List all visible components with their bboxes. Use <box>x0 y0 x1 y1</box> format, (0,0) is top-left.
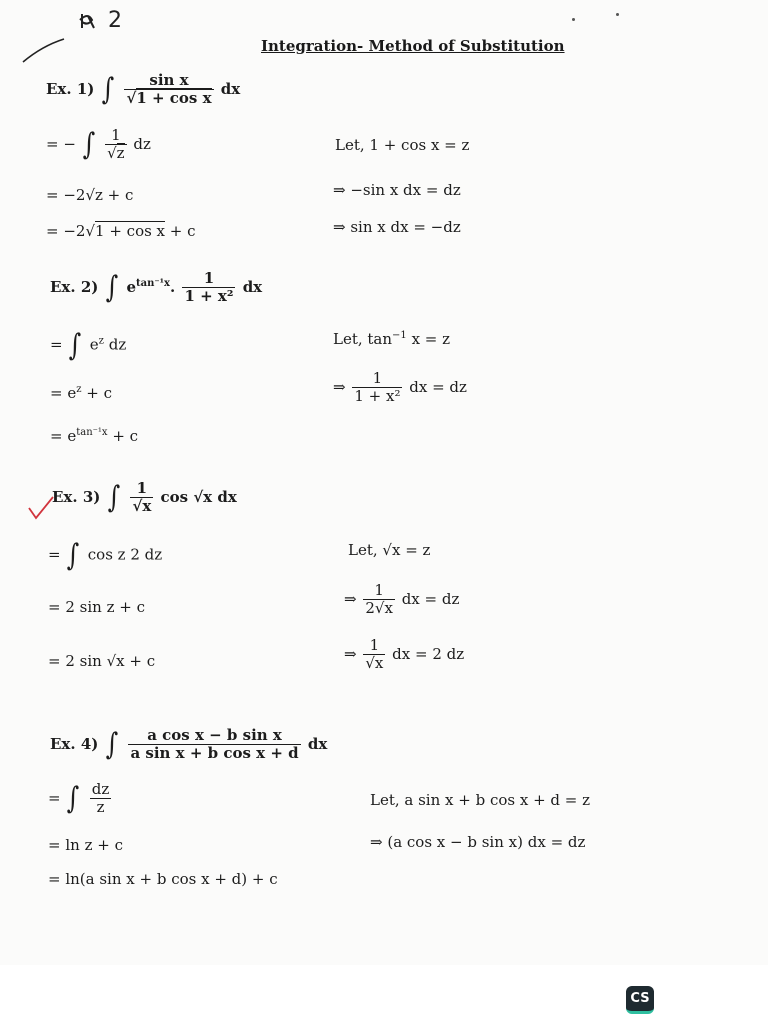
ex4-step-1: = ∫ $\frac{dz}{z}$ <box>48 780 110 817</box>
ex1-note-1: Let, 1 + cos x = z <box>335 136 470 154</box>
ex1-fraction <box>124 72 213 108</box>
ex4-step1-fraction: $\frac{dz}{z}$ <box>91 780 110 817</box>
ex1-problem <box>46 72 240 108</box>
speck <box>572 18 575 21</box>
integral-sign: ∫ <box>66 538 80 573</box>
integral-sign: ∫ <box>68 328 82 363</box>
handwritten-check-line <box>20 36 68 66</box>
ex1-denominator: √1 + cos x <box>126 89 212 108</box>
handwritten-page-number: 2 <box>108 8 122 33</box>
ex2-note-2: ⇒ $\frac{1}{\text{1 + x²}}$ dx = dz <box>333 369 467 406</box>
integral-sign: ∫ <box>66 781 80 817</box>
speck <box>616 13 619 16</box>
ex1-step-1: = − ∫ $\frac{1}{√z}$ dz <box>46 126 151 163</box>
ex2-fraction: $\frac{1}{\text{1 + x²}}$ <box>184 269 234 306</box>
page-title: Integration- Method of Substitution <box>261 37 565 55</box>
ex1-note-2: ⇒ −sin x dx = dz <box>333 181 461 199</box>
handwritten-scribble <box>78 10 98 32</box>
camscanner-logo: CS <box>626 986 654 1014</box>
ex3-fraction: $\frac{1}{√x}$ <box>132 479 152 516</box>
ex1-note-3: ⇒ sin x dx = −dz <box>333 218 461 236</box>
ex3-step-1: = ∫ cos z 2 dz <box>48 538 163 573</box>
ex4-note-2: ⇒ (a cos x − b sin x) dx = dz <box>370 833 586 851</box>
ex2-problem: Ex. 2) ∫ $e^{tan^{-1}x}$. $\frac{1}{\text{1 + x²}}$ dx <box>50 269 263 306</box>
ex1-numerator: sin x <box>149 71 189 89</box>
ex2-note-fraction: $\frac{1}{\text{1 + x²}}$ <box>354 369 401 406</box>
ex4-fraction: $\frac{\text{a cos x − b sin x}}{\text{a sin x + b cos x + d}}$ <box>130 726 299 763</box>
integral-sign: ∫ <box>101 72 114 108</box>
ex1-dx: dx <box>220 79 241 98</box>
ex3-step-3: = 2 sin √x + c <box>48 652 156 670</box>
ex1-step-2: = −2√z + c <box>46 186 134 204</box>
integral-sign: ∫ <box>82 127 95 163</box>
ex4-note-1: Let, a sin x + b cos x + d = z <box>370 791 591 809</box>
ex1-step-3: = −2√1 + cos x + c <box>46 222 196 240</box>
ex2-step-3: = $e^{tan^{-1}x} + c$ <box>50 427 139 445</box>
integral-sign: ∫ <box>105 727 118 763</box>
ex2-note-1: Let, $\tan^{-1} x = z$ <box>333 330 451 348</box>
ex3-note3-fraction: $\frac{1}{√x}$ <box>365 636 384 673</box>
ex2-label: Ex. 2) <box>50 277 99 296</box>
ex3-step-2: = 2 sin z + c <box>48 598 145 616</box>
ex2-step-2: = $e^z + c$ <box>50 384 113 402</box>
ex1-label: Ex. 1) <box>46 79 95 98</box>
ex4-step-2: = ln z + c <box>48 836 123 854</box>
ex3-note-1: Let, √x = z <box>348 541 431 559</box>
ex3-note2-fraction: $\frac{1}{2√x}$ <box>365 581 393 618</box>
integral-sign: ∫ <box>107 480 120 516</box>
ex3-note-3: ⇒ $\frac{1}{√x}$ dx = 2 dz <box>344 636 465 673</box>
ex3-label: Ex. 3) <box>52 487 101 506</box>
ex3-problem: Ex. 3) ∫ $\frac{1}{√x}$ cos √x dx <box>52 479 237 516</box>
ex1-step1-fraction: $\frac{1}{√z}$ <box>107 126 125 163</box>
ex4-step-3: = ln(a sin x + b cos x + d) + c <box>48 870 278 888</box>
ex2-step-1: = ∫ $e^z$ dz <box>50 328 127 363</box>
integral-sign: ∫ <box>105 270 118 306</box>
ex3-note-2: ⇒ $\frac{1}{2√x}$ dx = dz <box>344 581 460 618</box>
ex4-problem: Ex. 4) ∫ $\frac{\text{a cos x − b sin x}}{\text{a sin x + b cos x + d}}$ dx <box>50 726 328 763</box>
ex4-label: Ex. 4) <box>50 734 99 753</box>
